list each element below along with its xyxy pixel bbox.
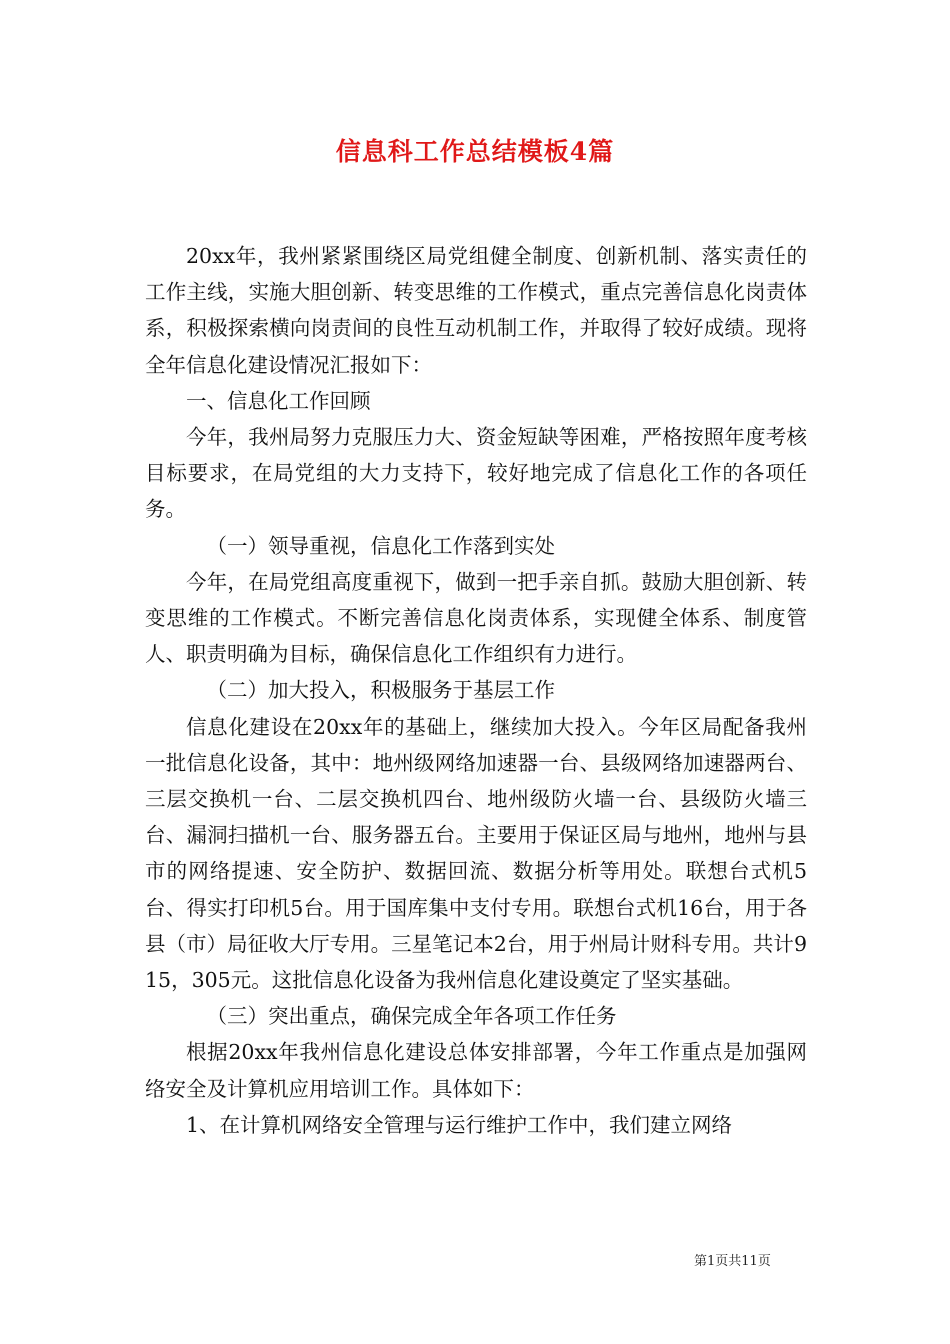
document-body xyxy=(145,238,807,1143)
section-heading-review: 一、信息化工作回顾 xyxy=(186,388,371,413)
subheading-priorities: （三）突出重点，确保完成全年各项工作任务 xyxy=(206,1004,617,1029)
paragraph-investment: 信息化建设在20xx年的基础上，继续加大投入。今年区局配备我州一批信息化设备，其中：地州级网络加速器一台、县级网络加速器两台、三层交换机一台、二层交换机四台、地州级防火墙一台、县级防火墙三台、漏洞扫描机一台、服务器五台。主要用于保证区局与地州，地州与县市的网络提速、安全防护、数据回流、数据分析等用处。联想台式机5台、得实打印机5台。用于国库集中支付专用。联想台式机16台，用于各县（市）局征收大厅专用。三星笔记本2台，用于州局计财科专用。共计915，305元。这批信息化设备为我州信息化建设奠定了坚实基础。 xyxy=(145,714,807,993)
document-title: 信息科工作总结模板4篇 xyxy=(335,137,615,166)
paragraph-network-security: 1、在计算机网络安全管理与运行维护工作中，我们建立网络 xyxy=(186,1112,733,1137)
page-number-footer: 第1页共11页 xyxy=(694,1254,771,1269)
paragraph-intro: 20xx年，我州紧紧围绕区局党组健全制度、创新机制、落实责任的工作主线，实施大胆创新、转变思维的工作模式，重点完善信息化岗责体系，积极探索横向岗责间的良性互动机制工作，并取得了较好成绩。现将全年信息化建设情况汇报如下： xyxy=(145,244,807,377)
paragraph-review: 今年，我州局努力克服压力大、资金短缺等困难，严格按照年度考核目标要求，在局党组的大力支持下，较好地完成了信息化工作的各项任务。 xyxy=(145,425,807,522)
paragraph-priorities: 根据20xx年我州信息化建设总体安排部署，今年工作重点是加强网络安全及计算机应用培训工作。具体如下： xyxy=(145,1040,807,1101)
subheading-leadership: （一）领导重视，信息化工作落到实处 xyxy=(206,533,555,558)
paragraph-leadership: 今年，在局党组高度重视下，做到一把手亲自抓。鼓励大胆创新、转变思维的工作模式。不断完善信息化岗责体系，实现健全体系、制度管人、职责明确为目标，确保信息化工作组织有力进行。 xyxy=(145,569,807,667)
subheading-investment: （二）加大投入，积极服务于基层工作 xyxy=(206,678,555,703)
